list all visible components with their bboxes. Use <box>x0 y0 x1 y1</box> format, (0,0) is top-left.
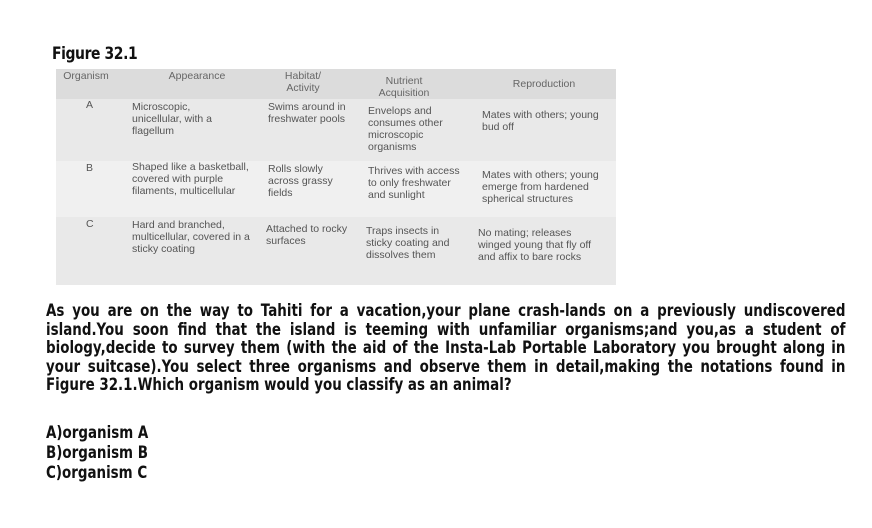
header-organism: Organism <box>63 70 109 82</box>
row-c-appearance: Hard and branched, multicellular, covered in a sticky coating <box>132 219 250 255</box>
row-a-habitat: Swims around in freshwater pools <box>268 101 346 125</box>
figure-title: Figure 32.1 <box>52 44 138 64</box>
row-a-nutrient: Envelops and consumes other microscopic organisms <box>368 105 443 153</box>
row-c-nutrient: Traps insects in sticky coating and dissolves them <box>366 225 450 261</box>
header-appearance: Appearance <box>168 70 226 82</box>
option-b[interactable]: B)organism B <box>46 443 148 463</box>
header-nutrient: Nutrient Acquisition <box>378 75 430 99</box>
organism-table <box>56 69 616 285</box>
question-text: As you are on the way to Tahiti for a vacation,your plane crash-lands on a previously undiscovered island.You soon find that the island is teeming with unfamiliar organisms;and you,as a student of biology,decide to survey them (with the aid of the Insta-Lab Portable Laboratory you brought along in your suitcase).You select three organisms and observe them in detail,making the notations found in Figure 32.1.Which organism would you classify as an animal? <box>46 301 846 396</box>
row-a-reproduction: Mates with others; young bud off <box>482 109 599 133</box>
header-habitat: Habitat/ Activity <box>284 70 322 94</box>
header-reproduction: Reproduction <box>512 78 576 90</box>
row-a-appearance: Microscopic, unicellular, with a flagellum <box>132 101 212 137</box>
row-b-appearance: Shaped like a basketball, covered with purple filaments, multicellular <box>132 161 249 197</box>
row-b-organism: B <box>86 162 94 174</box>
row-b-habitat: Rolls slowly across grassy fields <box>268 163 333 199</box>
row-a-organism: A <box>86 99 94 111</box>
option-c[interactable]: C)organism C <box>46 463 148 483</box>
option-a[interactable]: A)organism A <box>46 423 149 443</box>
row-b-nutrient: Thrives with access to only freshwater and sunlight <box>368 165 460 201</box>
row-b-reproduction: Mates with others; young emerge from hardened spherical structures <box>482 169 599 205</box>
answer-options <box>46 423 148 483</box>
row-c-reproduction: No mating; releases winged young that fly off and affix to bare rocks <box>478 227 592 263</box>
row-c-organism: C <box>86 218 94 230</box>
row-c-habitat: Attached to rocky surfaces <box>266 223 348 247</box>
